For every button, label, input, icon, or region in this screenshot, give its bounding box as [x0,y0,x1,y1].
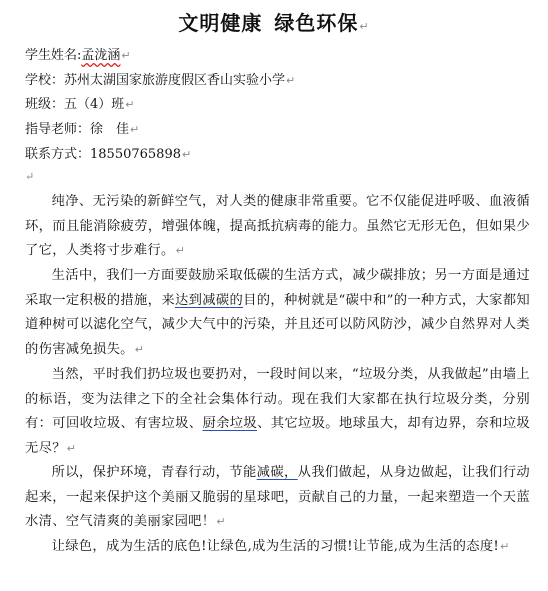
paragraph-3-text-b: 、其它垃圾。地球虽大，却有边界，奈和垃圾无尽？ [25,416,531,456]
class-label: 班级： [25,97,65,112]
contact-value: 18550765898 [90,147,181,162]
paragraph-mark-icon: ↵ [175,244,186,257]
contact-line [25,146,191,164]
paragraph-mark-icon: ↵ [500,540,510,553]
title-part-2: 绿色环保 [274,11,359,35]
teacher-value: 徐 佳 [90,122,130,137]
school-value: 苏州太湖国家旅游度假区香山实验小学 [64,73,286,88]
empty-paragraph-mark-icon: ↵ [25,170,35,183]
paragraph-mark-icon: ↵ [121,49,131,62]
paragraph-mark-icon: ↵ [125,98,135,111]
paragraph-4-text-b: 从我们做起，从身边做起，让我们行动起来，一起来保护这个美丽又脆弱的星球吧，贡献自己的力量，一起来塑造一个天蓝水清、空气清爽的美丽家园吧！ [25,465,530,529]
student-name-line [25,47,131,65]
class-line [25,96,135,114]
title-part-1: 文明健康 [178,11,263,35]
paragraph-4-text-a: 所以，保护环境，青春行动，节能 [51,465,257,480]
paragraph-mark-icon: ↵ [286,74,296,87]
paragraph-3-text-a: 当然，平时我们扔垃圾也要扔对，一段时间以来，“垃圾分类，从我做起”由墙上的标语，变为法律之下的全社会集体行动。现在我们大家都在执行垃圾分类，分别有：可回收垃圾、有害垃圾、 [25,367,530,431]
paragraph-4 [25,461,530,535]
paragraph-2-underlined: 达到减碳的 [174,292,244,308]
document-title [0,8,548,42]
teacher-label: 指导老师： [25,122,91,137]
student-name-value: 孟泷涵 [81,48,121,63]
paragraph-mark-icon: ↵ [66,441,77,455]
paragraph-4-underlined: 减碳， [256,465,298,480]
paragraph-3-underlined: 厨余垃圾 [202,416,258,431]
paragraph-2-text-a: 生活中，我们一方面要鼓励采取低碳的生活方式，减少碳排放；另一方面是通过采取一定积极的措施，来 [25,268,530,308]
paragraph-1 [25,190,530,264]
school-label: 学校： [25,73,65,88]
paragraph-mark-icon: ↵ [182,148,192,161]
paragraph-mark-icon: ↵ [216,515,226,528]
paragraph-mark-icon: ↵ [359,20,370,33]
teacher-line [25,121,139,139]
paragraph-2-text-b: 目的，种树就是“碳中和”的一种方式，大家都知道种树可以滤化空气，减少大气中的污染，并且还可以防风防沙，减少自然界对人类的伤害减免损失。 [25,292,530,357]
paragraph-1-text: 纯净、无污染的新鲜空气，对人类的健康非常重要。它不仅能促进呼吸、血液循环，而且能消除疲劳，增强体魄，提高抵抗病毒的能力。虽然它无形无色，但如果少了它，人类将寸步难行。 [25,194,530,258]
paragraph-mark-icon: ↵ [134,342,145,356]
paragraph-2 [25,264,530,362]
student-name-label: 学生姓名: [25,48,82,63]
school-line [25,72,295,90]
class-value: 五（4）班 [64,97,125,112]
paragraph-3 [25,363,530,461]
contact-label: 联系方式： [25,147,91,162]
paragraph-5 [25,535,530,560]
paragraph-5-text: 让绿色，成为生活的底色!让绿色,成为生活的习惯!让节能,成为生活的态度! [51,539,500,554]
paragraph-mark-icon: ↵ [130,123,140,136]
